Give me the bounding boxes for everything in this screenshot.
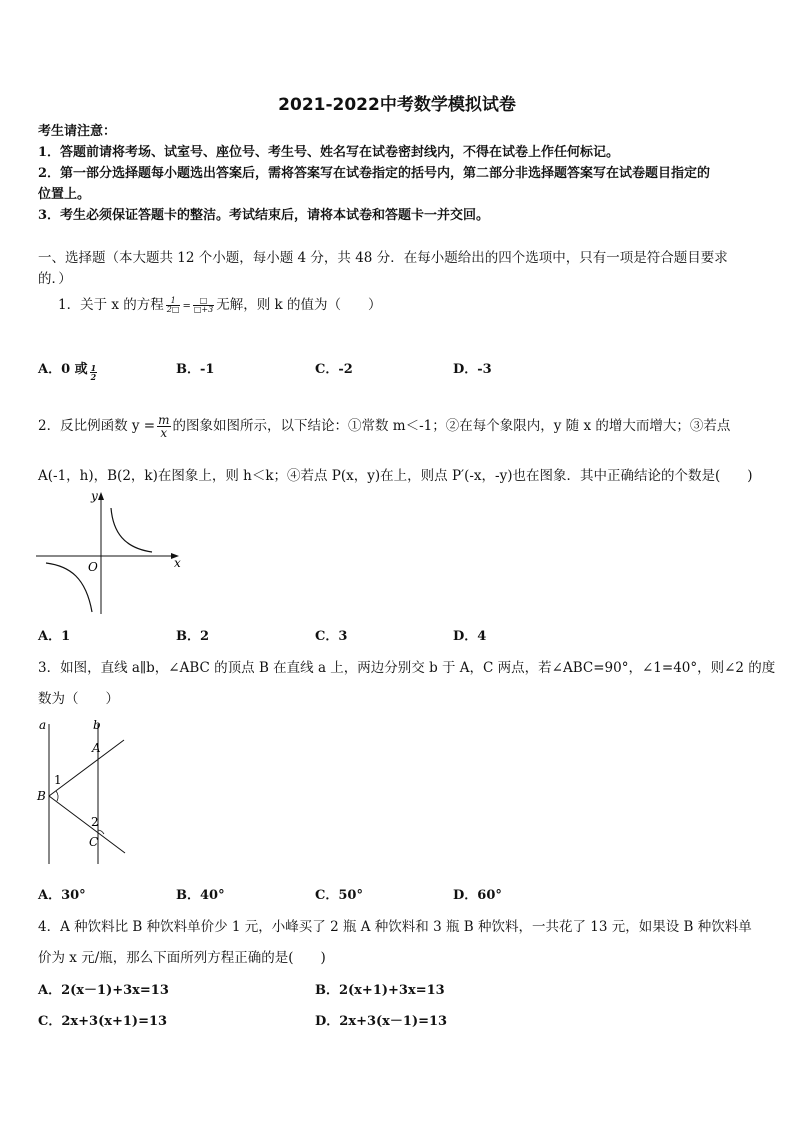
- question-1: [58, 293, 381, 314]
- q1-option-a-fraction: $\frac{1}{2}$: [90, 363, 97, 382]
- q3-label-point-b: B: [37, 789, 46, 803]
- q3-label-point-c: C: [89, 835, 99, 849]
- q3-label-angle-2: 2: [91, 815, 99, 829]
- q2-option-d: D．4: [453, 629, 487, 644]
- question-4-line-1: 4．A 种饮料比 B 种饮料单价少 1 元，小峰买了 2 瓶 A 种饮料和 3 瓶 B 种饮料，一共花了 13 元，如果设 B 种饮料单: [38, 919, 752, 935]
- q4-option-d: D．2x+3(x－1)=13: [315, 1014, 448, 1029]
- page-title: 2021-2022中考数学模拟试卷: [278, 95, 516, 115]
- q2-fraction: $\frac{m}{x}$: [158, 413, 170, 440]
- q1-option-c: C．-2: [315, 362, 353, 377]
- notice-line-3: 3．考生必须保证答题卡的整洁。考试结束后，请将本试卷和答题卡一并交回。: [38, 208, 490, 223]
- question-2-line-2: A(-1，h)，B(2，k)在图象上，则 h＜k；④若点 P(x，y)在上，则点 P′(-x，-y)也在图象．其中正确结论的个数是( ): [38, 468, 753, 484]
- question-2-line-1: 2．反比例函数 y = $\frac{m}{x}$ 的图象如图所示，以下结论：①常数 m＜-1；②在每个象限内，y 随 x 的增大而增大；③若点: [38, 413, 731, 440]
- q3-label-line-b: b: [93, 718, 101, 732]
- q3-option-a: A．30°: [38, 888, 86, 903]
- q3-option-d: D．60°: [453, 888, 502, 903]
- q2-option-c: C．3: [315, 629, 348, 644]
- q1-option-a: A．0 或 $\frac{1}{2}$: [38, 362, 97, 382]
- q3-label-angle-1: 1: [54, 773, 62, 787]
- q1-prefix: 1．关于 x 的方程: [58, 297, 164, 313]
- q3-option-c: C．50°: [315, 888, 363, 903]
- q3-label-line-a: a: [39, 718, 47, 732]
- q2-graph-origin-label: O: [88, 560, 98, 574]
- q1-option-d: D．-3: [453, 362, 492, 377]
- q1-fraction-1: $\frac{1}{2□}$: [166, 296, 180, 314]
- q1-fraction-2: $\frac{□}{□+3}$: [193, 296, 214, 314]
- notice-heading: 考生请注意：: [38, 124, 117, 139]
- q3-option-b: B．40°: [176, 888, 225, 903]
- question-4-line-2: 价为 x 元/瓶，那么下面所列方程正确的是( ): [38, 950, 326, 966]
- q1-option-b: B．-1: [176, 362, 215, 377]
- q2-option-b: B．2: [176, 629, 210, 644]
- section-heading-line-1: 一、选择题（本大题共 12 个小题，每小题 4 分，共 48 分．在每小题给出的四个选项中，只有一项是符合题目要求: [38, 250, 728, 266]
- q4-option-a: A．2(x－1)+3x=13: [38, 983, 169, 998]
- q2-option-a: A．1: [38, 629, 71, 644]
- q4-option-c: C．2x+3(x+1)=13: [38, 1014, 168, 1029]
- q3-parallel-lines-figure: [34, 714, 134, 866]
- section-heading-line-2: 的．）: [38, 271, 72, 287]
- q1-equals: =: [182, 301, 191, 312]
- question-3-line-1: 3．如图，直线 a∥b，∠ABC 的顶点 B 在直线 a 上，两边分别交 b 于 A，C 两点，若∠ABC=90°，∠1=40°，则∠2 的度: [38, 660, 776, 676]
- q1-suffix: 无解，则 k 的值为（ ）: [216, 297, 382, 313]
- notice-line-2b: 位置上。: [38, 187, 91, 202]
- notice-line-2a: 2．第一部分选择题每小题选出答案后，需将答案写在试卷指定的括号内，第二部分非选择题答案写在试卷题目指定的: [38, 166, 711, 181]
- q2-graph-y-label: y: [91, 489, 98, 503]
- q2-graph-x-label: x: [174, 556, 181, 570]
- q4-option-b: B．2(x+1)+3x=13: [315, 983, 445, 998]
- notice-line-1: 1．答题前请将考场、试室号、座位号、考生号、姓名写在试卷密封线内，不得在试卷上作任何标记。: [38, 145, 620, 160]
- question-3-line-2: 数为（ ）: [38, 691, 119, 707]
- q3-label-point-a: A: [92, 741, 101, 755]
- q2-hyperbola-graph: [34, 486, 184, 618]
